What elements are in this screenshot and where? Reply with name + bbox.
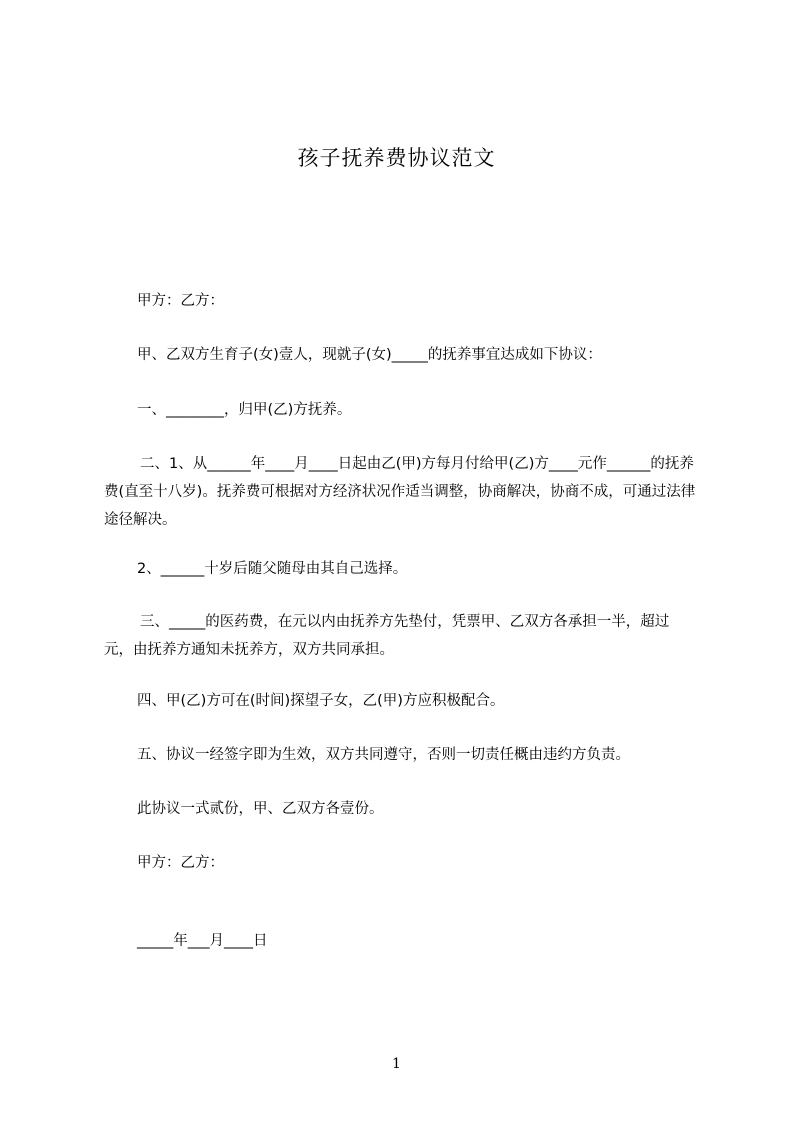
copies-statement: 此协议一式贰份，甲、乙双方各壹份。 [137,801,384,817]
clause-three: 三、_____的医药费，在元以内由抚养方先垫付，凭票甲、乙双方各承担一半，超过元，由抚养方通知未抚养方，双方共同承担。 [104,614,670,658]
clause-four: 四、甲(乙)方可在(时间)探望子女，乙(甲)方应积极配合。 [137,693,505,709]
party-line-top: 甲方：乙方： [137,293,224,309]
clause-two-item-two: 2、______十岁后随父随母由其自己选择。 [137,561,408,577]
page-number: 1 [392,1056,401,1072]
clause-one: 一、________，归甲(乙)方抚养。 [137,402,352,418]
document-title: 孩子抚养费协议范文 [297,146,496,170]
clause-five: 五、协议一经签字即为生效，双方共同遵守，否则一切责任概由违约方负责。 [137,747,630,763]
party-line-bottom: 甲方：乙方： [137,855,224,871]
clause-two-item-one: 二、1、从______年____月____日起由乙(甲)方每月付给甲(乙)方____元作______的抚养费(直至十八岁)。抚养费可根据对方经济状况作适当调整，协商解决，协商不成，可通过法律途径解决。 [104,456,696,528]
date-line: _____年___月____日 [137,933,268,949]
intro-paragraph: 甲、乙双方生育子(女)壹人，现就子(女)_____的抚养事宜达成如下协议： [137,347,602,363]
